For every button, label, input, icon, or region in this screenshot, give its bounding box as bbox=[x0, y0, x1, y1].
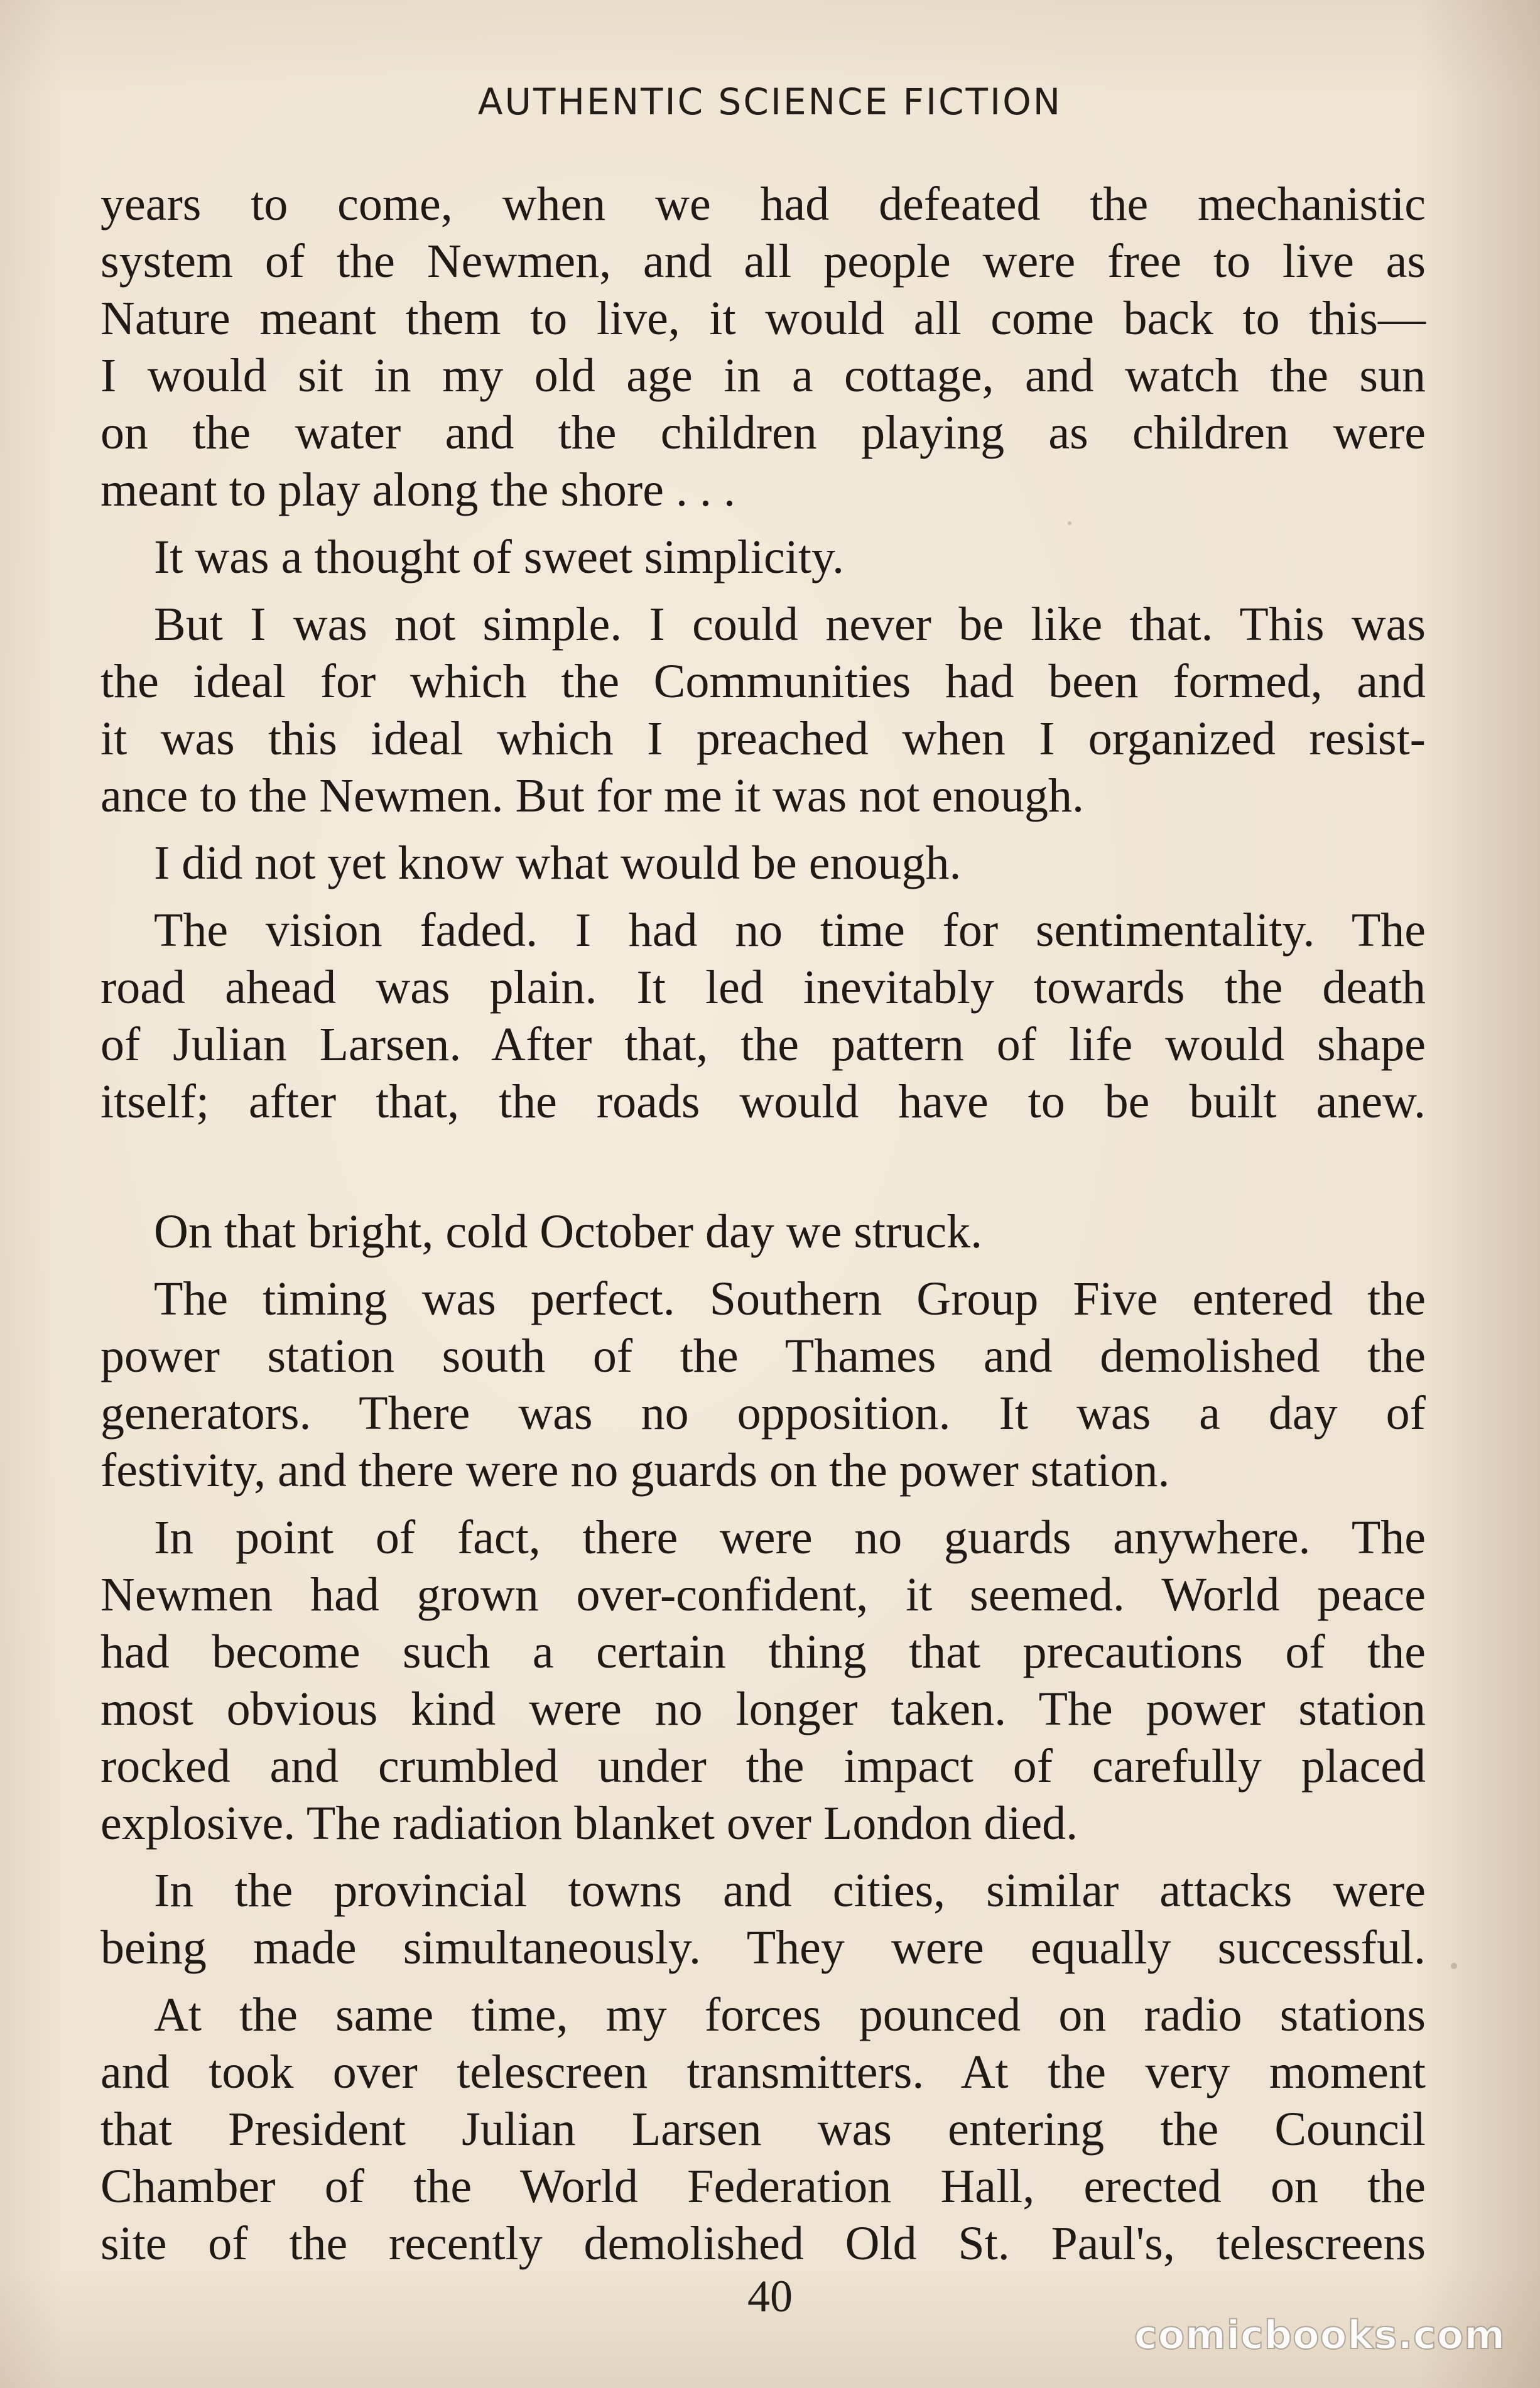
text-line: The timing was perfect. Southern Group Five entered the bbox=[154, 1273, 1426, 1325]
text-line: I would sit in my old age in a cottage, and watch the sun bbox=[100, 349, 1426, 402]
text-line: Nature meant them to live, it would all come back to this— bbox=[100, 292, 1426, 345]
paragraph bbox=[100, 1509, 1426, 1852]
watermark-logo: comicbooks.com bbox=[1134, 2312, 1505, 2358]
text-line: most obvious kind were no longer taken. The power station bbox=[100, 1683, 1426, 1735]
text-line: power station south of the Thames and demolished the bbox=[100, 1330, 1426, 1382]
paragraph-gap bbox=[100, 1852, 1426, 1862]
text-line: of Julian Larsen. After that, the pattern of life would shape bbox=[100, 1018, 1426, 1071]
text-line: meant to play along the shore . . . bbox=[100, 464, 735, 516]
text-line: system of the Newmen, and all people were free to live as bbox=[100, 235, 1426, 288]
paragraph bbox=[100, 596, 1426, 825]
paragraph-gap bbox=[100, 519, 1426, 529]
text-line: that President Julian Larsen was entering the Council bbox=[100, 2103, 1426, 2156]
text-line: generators. There was no opposition. It was a day of bbox=[100, 1387, 1426, 1440]
paper-speck bbox=[1451, 1963, 1457, 1969]
text-line: on the water and the children playing as children were bbox=[100, 406, 1426, 459]
paragraph-gap bbox=[100, 1193, 1426, 1203]
text-line: At the same time, my forces pounced on radio stations bbox=[154, 1989, 1426, 2041]
paragraph-gap bbox=[100, 1261, 1426, 1271]
text-line: years to come, when we had defeated the mechanistic bbox=[100, 178, 1426, 231]
paragraph-gap bbox=[100, 586, 1426, 596]
paragraph bbox=[100, 1203, 1426, 1261]
text-line: I did not yet know what would be enough. bbox=[154, 837, 962, 889]
text-line: On that bright, cold October day we struck. bbox=[154, 1205, 983, 1258]
paragraph bbox=[100, 835, 1426, 892]
paragraph-gap bbox=[100, 1977, 1426, 1987]
text-line: road ahead was plain. It led inevitably towards the death bbox=[100, 961, 1426, 1014]
page-number: 40 bbox=[747, 2271, 793, 2321]
text-line: and took over telescreen transmitters. At the very moment bbox=[100, 2046, 1426, 2098]
text-line: ance to the Newmen. But for me it was not enough. bbox=[100, 769, 1085, 822]
text-line: site of the recently demolished Old St. Paul's, telescreens bbox=[100, 2217, 1426, 2270]
text-line: it was this ideal which I preached when I organized resist- bbox=[100, 712, 1426, 765]
paragraph-gap bbox=[100, 892, 1426, 902]
text-line: It was a thought of sweet simplicity. bbox=[154, 531, 844, 583]
paragraph bbox=[100, 902, 1426, 1131]
text-line: festivity, and there were no guards on the power station. bbox=[100, 1444, 1170, 1497]
text-line: explosive. The radiation blanket over London died. bbox=[100, 1797, 1078, 1850]
running-head: AUTHENTIC SCIENCE FICTION bbox=[477, 80, 1063, 123]
text-line: Chamber of the World Federation Hall, erected on the bbox=[100, 2160, 1426, 2213]
text-line: rocked and crumbled under the impact of carefully placed bbox=[100, 1740, 1426, 1793]
section-break bbox=[100, 1131, 1426, 1193]
text-line: The vision faded. I had no time for sentimentality. The bbox=[154, 904, 1426, 957]
text-line: But I was not simple. I could never be like that. This was bbox=[154, 598, 1426, 651]
text-line: In point of fact, there were no guards anywhere. The bbox=[154, 1511, 1426, 1564]
text-line: In the provincial towns and cities, similar attacks were bbox=[154, 1864, 1426, 1917]
paragraph bbox=[100, 1862, 1426, 1977]
paragraph bbox=[100, 176, 1426, 519]
text-line: itself; after that, the roads would have to be built anew. bbox=[100, 1075, 1426, 1128]
text-line: being made simultaneously. They were equally successful. bbox=[100, 1921, 1426, 1974]
body-text bbox=[100, 176, 1426, 2272]
paragraph bbox=[100, 529, 1426, 586]
paper-speck bbox=[1068, 521, 1071, 525]
paragraph-gap bbox=[100, 825, 1426, 835]
text-line: had become such a certain thing that precautions of the bbox=[100, 1625, 1426, 1678]
paragraph bbox=[100, 1987, 1426, 2272]
text-line: the ideal for which the Communities had been formed, and bbox=[100, 655, 1426, 708]
text-line: Newmen had grown over-confident, it seemed. World peace bbox=[100, 1568, 1426, 1621]
paragraph-gap bbox=[100, 1499, 1426, 1509]
paragraph bbox=[100, 1271, 1426, 1499]
